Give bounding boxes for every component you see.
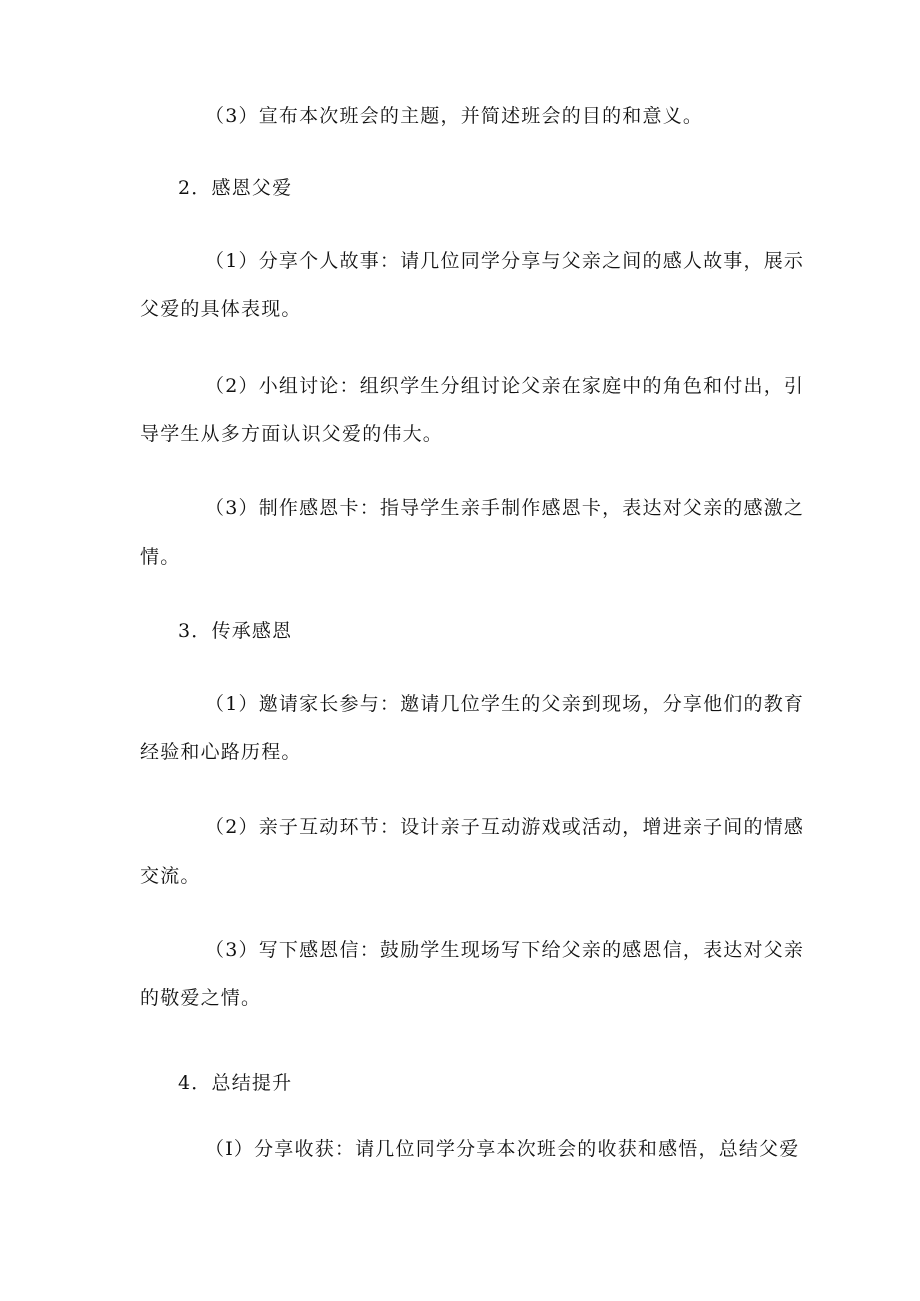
paragraph-line: （1）邀请家长参与：邀请几位学生的父亲到现场，分享他们的教育 bbox=[205, 693, 805, 715]
paragraph-line: （3）宣布本次班会的主题，并简述班会的目的和意义。 bbox=[205, 105, 704, 127]
paragraph-line: 的敬爱之情。 bbox=[140, 987, 262, 1009]
paragraph-line: 父爱的具体表现。 bbox=[140, 298, 302, 320]
paragraph-line: （2）小组讨论：组织学生分组讨论父亲在家庭中的角色和付出，引 bbox=[205, 375, 805, 397]
section-heading: 2．感恩父爱 bbox=[178, 177, 293, 199]
paragraph-line: 经验和心路历程。 bbox=[140, 741, 302, 763]
paragraph-line: （I）分享收获：请几位同学分享本次班会的收获和感悟，总结父爱 bbox=[205, 1138, 800, 1160]
paragraph-line: 导学生从多方面认识父爱的伟大。 bbox=[140, 423, 444, 445]
paragraph-line: （3）制作感恩卡：指导学生亲手制作感恩卡，表达对父亲的感激之 bbox=[205, 497, 805, 519]
paragraph-line: （3）写下感恩信：鼓励学生现场写下给父亲的感恩信，表达对父亲 bbox=[205, 939, 805, 961]
paragraph-line: （1）分享个人故事：请几位同学分享与父亲之间的感人故事，展示 bbox=[205, 250, 805, 272]
section-heading: 4．总结提升 bbox=[178, 1072, 293, 1094]
paragraph-line: 情。 bbox=[140, 546, 181, 568]
section-heading: 3．传承感恩 bbox=[178, 620, 293, 642]
paragraph-line: 交流。 bbox=[140, 865, 201, 887]
paragraph-line: （2）亲子互动环节：设计亲子互动游戏或活动，增进亲子间的情感 bbox=[205, 816, 805, 838]
